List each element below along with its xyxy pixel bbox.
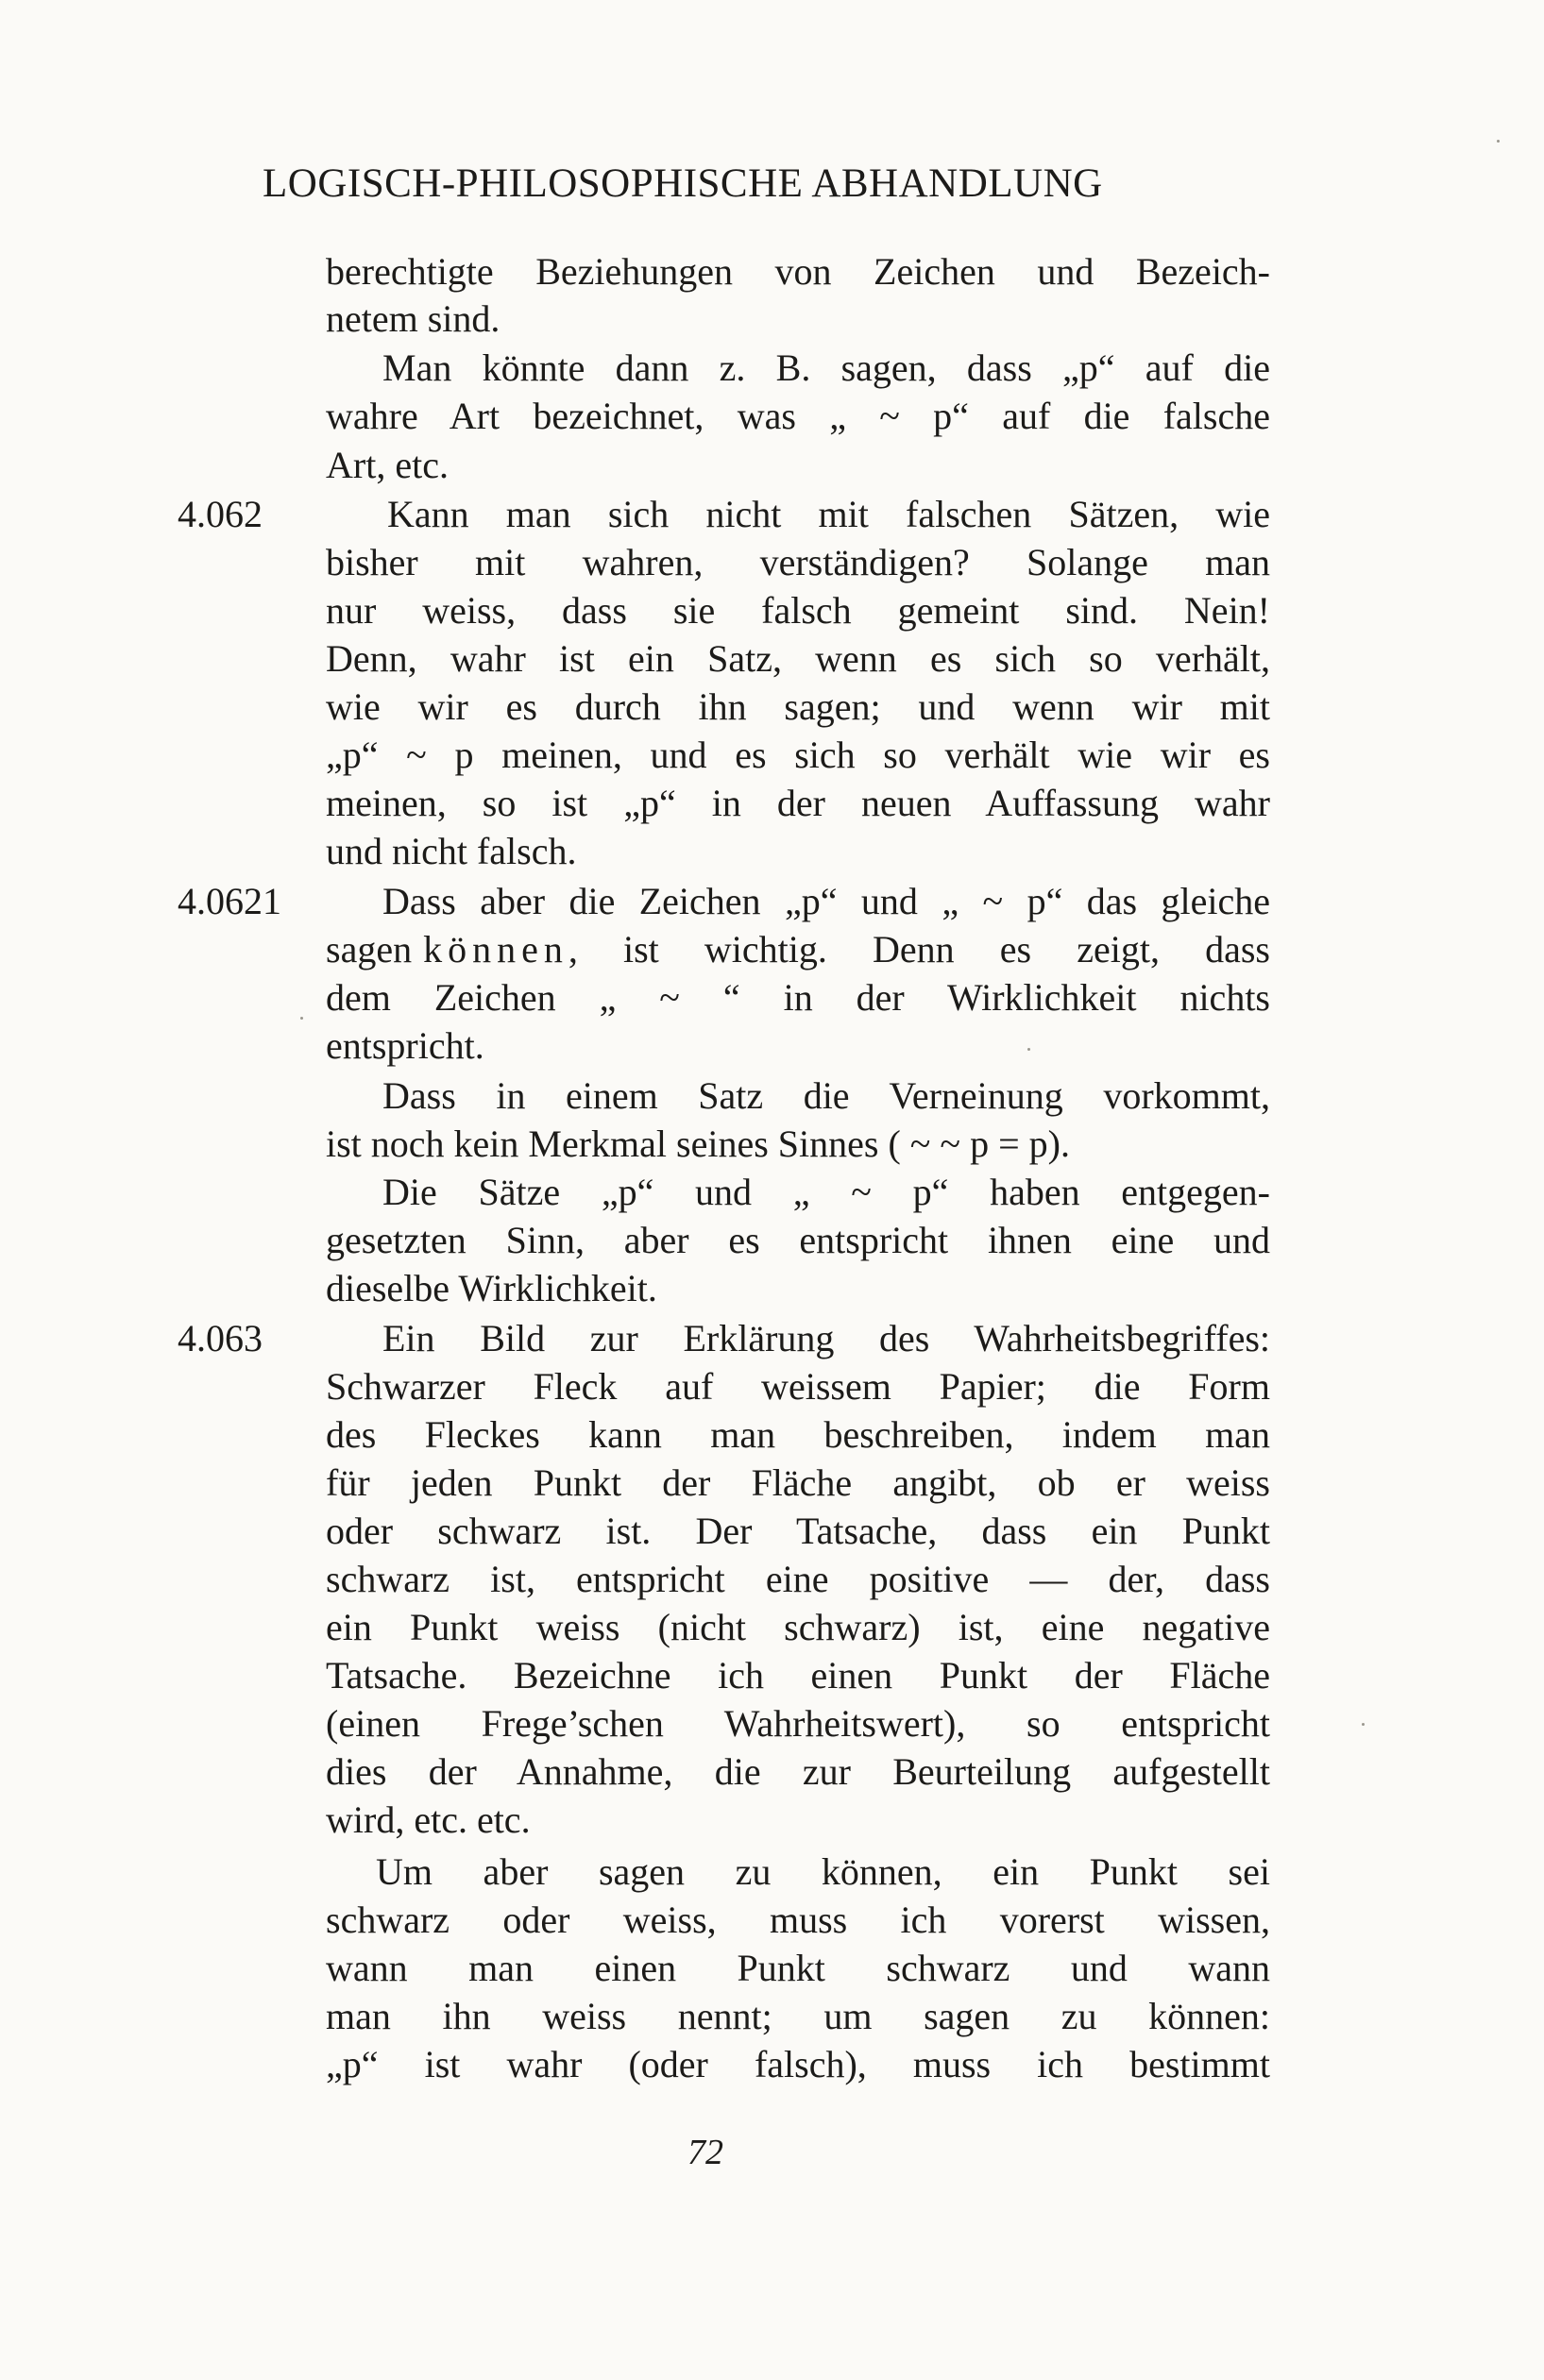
paper-speck: [300, 1017, 303, 1020]
running-header: LOGISCH-PHILOSOPHISCHE ABHANDLUNG: [263, 161, 1103, 206]
text-line: Ein Bild zur Erklärung des Wahrheitsbegriffes:: [382, 1317, 1270, 1359]
paper-speck: [1027, 1048, 1030, 1051]
text-line: entspricht.: [326, 1024, 484, 1067]
text-line: [326, 926, 1270, 975]
text-line: schwarz ist, entspricht eine positive — der, dass: [326, 1558, 1270, 1600]
text-line: gesetzten Sinn, aber es entspricht ihnen eine und: [326, 1219, 1270, 1261]
text-line: Kann man sich nicht mit falschen Sätzen, wie: [387, 493, 1270, 535]
text-line: „p“ ~ p meinen, und es sich so verhält wie wir es: [326, 734, 1270, 776]
text-line: man ihn weiss nennt; um sagen zu können:: [326, 1995, 1270, 2037]
text-line: dem Zeichen „ ~ “ in der Wirklichkeit nichts: [326, 976, 1270, 1019]
text-line: des Fleckes kann man beschreiben, indem man: [326, 1413, 1270, 1456]
text-fragment: sagen: [326, 928, 413, 971]
text-line: schwarz oder weiss, muss ich vorerst wissen,: [326, 1899, 1270, 1941]
text-line: netem sind.: [326, 297, 501, 340]
text-line: für jeden Punkt der Fläche angibt, ob er weiss: [326, 1461, 1270, 1504]
text-line: Art, etc.: [326, 444, 449, 486]
text-line: Denn, wahr ist ein Satz, wenn es sich so verhält,: [326, 637, 1270, 680]
text-line: „p“ ist wahr (oder falsch), muss ich bestimmt: [326, 2043, 1270, 2085]
text-line: Schwarzer Fleck auf weissem Papier; die Form: [326, 1365, 1270, 1408]
text-line: Dass in einem Satz die Verneinung vorkommt,: [382, 1074, 1270, 1117]
text-fragment: , ist wichtig. Denn es zeigt, dass: [568, 928, 1270, 971]
page-number: 72: [687, 2133, 723, 2172]
text-line: dies der Annahme, die zur Beurteilung aufgestellt: [326, 1750, 1270, 1793]
text-line: ein Punkt weiss (nicht schwarz) ist, eine negative: [326, 1606, 1270, 1648]
text-line: Tatsache. Bezeichne ich einen Punkt der Fläche: [326, 1654, 1270, 1696]
section-number: 4.062: [178, 493, 263, 535]
text-line: ist noch kein Merkmal seines Sinnes ( ~ ~ p = p).: [326, 1122, 1070, 1165]
text-line: Dass aber die Zeichen „p“ und „ ~ p“ das gleiche: [382, 880, 1270, 922]
paper-speck: [1362, 1723, 1365, 1726]
paper-speck: [1497, 140, 1500, 143]
text-line: wahre Art bezeichnet, was „ ~ p“ auf die falsche: [326, 395, 1270, 437]
text-line: wann man einen Punkt schwarz und wann: [326, 1947, 1270, 1989]
text-line: oder schwarz ist. Der Tatsache, dass ein Punkt: [326, 1510, 1270, 1552]
text-line: berechtigte Beziehungen von Zeichen und Bezeich-: [326, 250, 1270, 293]
text-line: bisher mit wahren, verständigen? Solange man: [326, 541, 1270, 583]
section-number: 4.063: [178, 1317, 263, 1359]
text-line: meinen, so ist „p“ in der neuen Auffassung wahr: [326, 782, 1270, 824]
text-line: Die Sätze „p“ und „ ~ p“ haben entgegen-: [382, 1171, 1270, 1213]
text-line: wie wir es durch ihn sagen; und wenn wir mit: [326, 685, 1270, 728]
text-line: dieselbe Wirklichkeit.: [326, 1267, 657, 1309]
text-line: Um aber sagen zu können, ein Punkt sei: [376, 1850, 1270, 1893]
text-line: wird, etc. etc.: [326, 1798, 531, 1841]
text-line: Man könnte dann z. B. sagen, dass „p“ auf die: [382, 346, 1270, 389]
text-line: und nicht falsch.: [326, 830, 577, 872]
section-number: 4.0621: [178, 880, 281, 922]
emphasized-word: können: [423, 928, 568, 971]
text-line: (einen Frege’schen Wahrheitswert), so entspricht: [326, 1702, 1270, 1745]
text-line: nur weiss, dass sie falsch gemeint sind. Nein!: [326, 589, 1270, 632]
